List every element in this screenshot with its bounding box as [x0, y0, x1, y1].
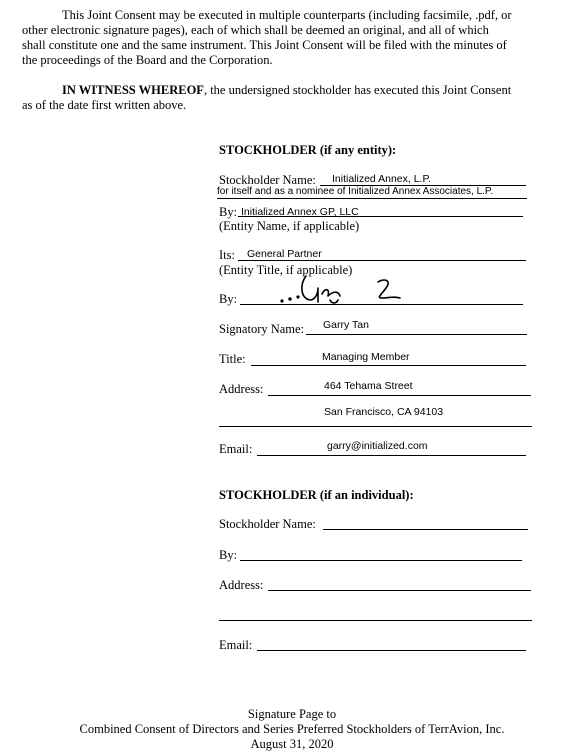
witness-paragraph — [22, 83, 534, 113]
nominee-line: for itself and as a nominee of Initialized Annex Associates, L.P. — [217, 186, 494, 197]
email-line — [257, 455, 526, 456]
signatory-name-value: Garry Tan — [323, 319, 369, 331]
counterparts-line: the proceedings of the Board and the Corporation. — [22, 53, 273, 67]
signatory-name-line — [306, 334, 527, 335]
stockholder-name-value: Initialized Annex, L.P. — [332, 173, 432, 185]
title-label: Title: — [219, 352, 246, 366]
individual-by-label: By: — [219, 548, 238, 562]
individual-by-line — [240, 560, 522, 561]
stockholder-name-label: Stockholder Name: — [219, 173, 316, 187]
handwritten-signature — [270, 268, 410, 310]
address-line-2: San Francisco, CA 94103 — [324, 406, 444, 418]
witness-line — [22, 83, 534, 98]
signature-page-footer — [0, 707, 584, 752]
address-label: Address: — [219, 382, 264, 396]
individual-stockholder-name-label: Stockholder Name: — [219, 517, 316, 531]
individual-email-label: Email: — [219, 638, 253, 652]
individual-email-line — [257, 650, 526, 651]
address-line-2-rule — [219, 426, 532, 427]
signatory-name-label: Signatory Name: — [219, 322, 305, 336]
footer-line-1: Signature Page to — [247, 707, 337, 721]
its-line — [238, 260, 526, 261]
witness-line-2: as of the date first written above. — [22, 98, 187, 112]
individual-address-line-1 — [268, 590, 531, 591]
title-line — [251, 365, 526, 366]
entity-name-note: (Entity Name, if applicable) — [219, 219, 360, 233]
address-line-1-rule — [268, 395, 531, 396]
title-value: Managing Member — [322, 351, 410, 363]
counterparts-line: shall constitute one and the same instrument. This Joint Consent will be filed with the minutes of — [22, 38, 507, 52]
email-label: Email: — [219, 442, 253, 456]
counterparts-paragraph — [22, 8, 534, 68]
signature-by-label: By: — [219, 292, 238, 306]
nominee-underline — [217, 198, 527, 199]
address-line-1: 464 Tehama Street — [324, 380, 413, 392]
individual-heading: STOCKHOLDER (if an individual): — [219, 488, 414, 502]
counterparts-line: This Joint Consent may be executed in multiple counterparts (including facsimile, .pdf, or — [62, 8, 512, 22]
entity-heading: STOCKHOLDER (if any entity): — [219, 143, 397, 157]
footer-line-2: Combined Consent of Directors and Series Preferred Stockholders of TerrAvion, Inc. — [79, 722, 505, 736]
witness-text: , the undersigned stockholder has executed this Joint Consent — [203, 83, 512, 97]
by-entity-line — [238, 216, 523, 217]
individual-stockholder-name-line — [323, 529, 528, 530]
counterparts-line: other electronic signature pages), each of which shall be deemed an original, and all of which — [22, 23, 489, 37]
witness-heading: IN WITNESS WHEREOF — [62, 83, 204, 97]
by-entity-value: Initialized Annex GP, LLC — [241, 206, 359, 218]
its-label: Its: — [219, 248, 235, 262]
individual-address-line-2 — [219, 620, 532, 621]
footer-line-3: August 31, 2020 — [250, 737, 334, 751]
entity-title-note: (Entity Title, if applicable) — [219, 263, 353, 277]
individual-address-label: Address: — [219, 578, 264, 592]
by-label: By: — [219, 205, 238, 219]
its-value: General Partner — [247, 248, 322, 260]
email-value: garry@initialized.com — [327, 440, 428, 452]
